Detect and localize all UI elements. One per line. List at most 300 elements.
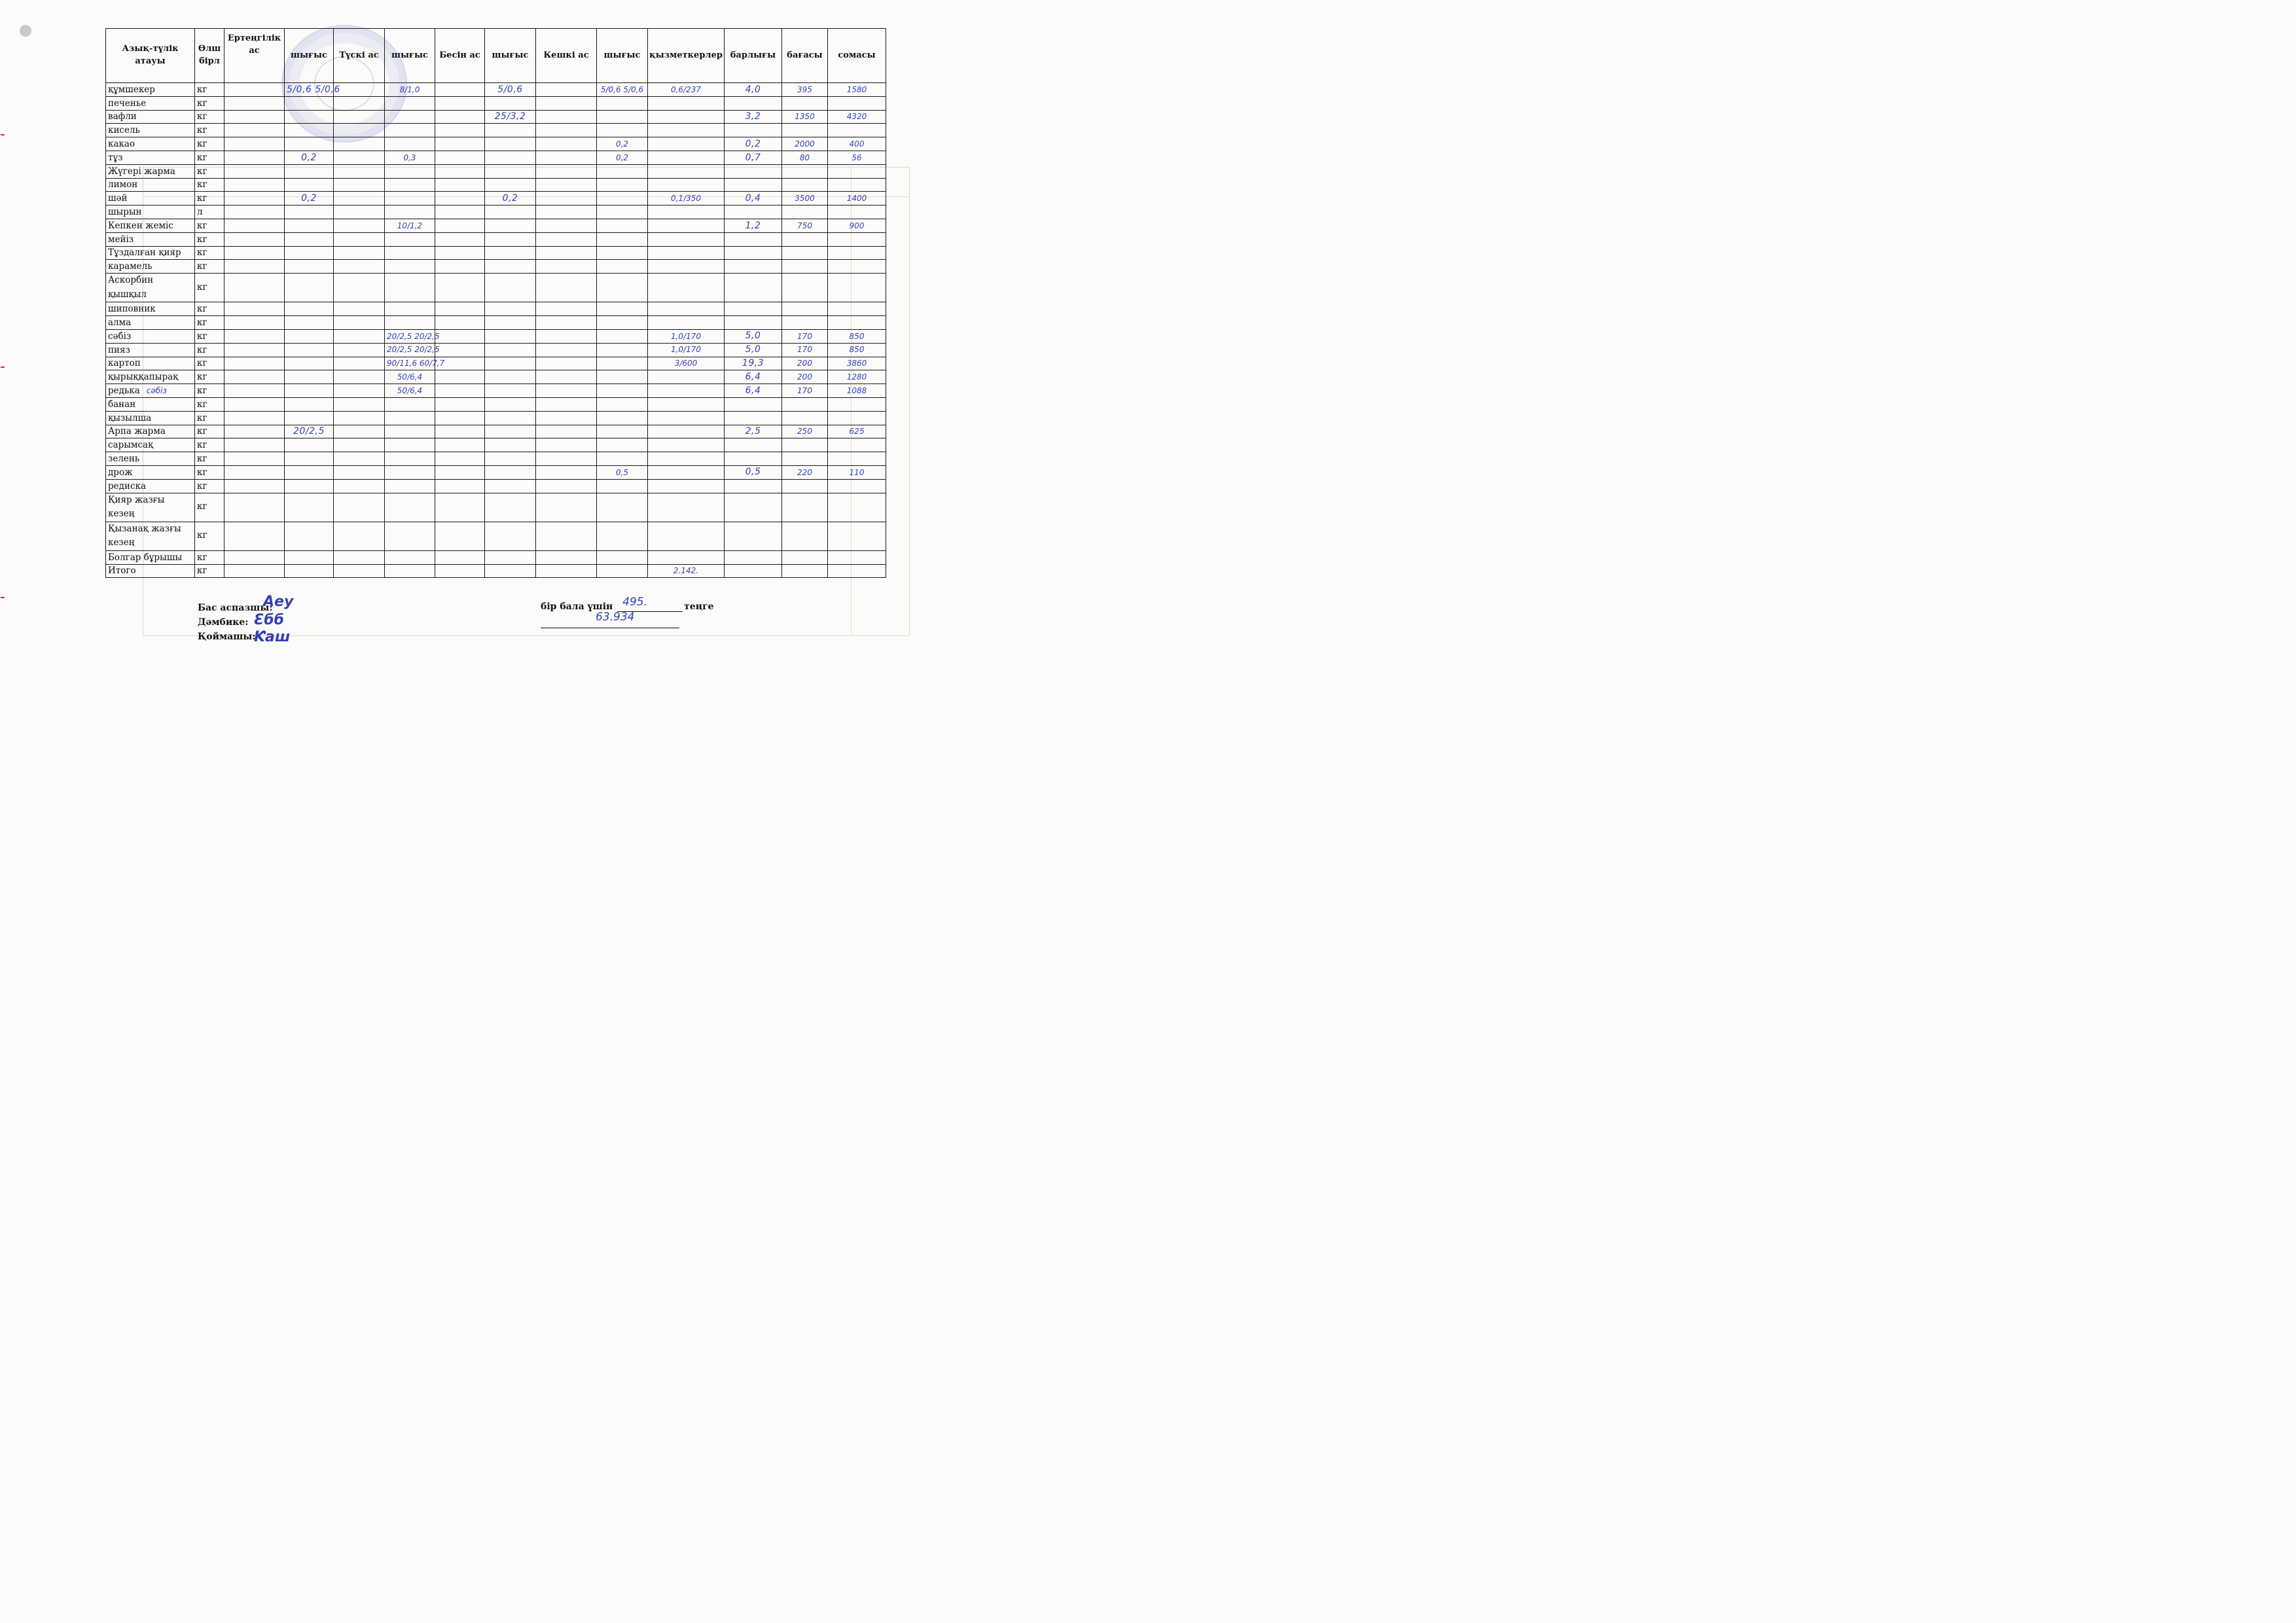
snack-out-cell	[485, 164, 536, 178]
dinner-out-cell: 0,2	[597, 151, 648, 164]
snack-out-cell	[485, 205, 536, 219]
dinner-cell	[536, 219, 597, 232]
column-header: қызметкерлер	[648, 29, 725, 83]
total-cell	[725, 316, 782, 330]
snack-cell	[435, 302, 485, 316]
dinner-out-cell	[597, 479, 648, 493]
breakfast-out-cell	[285, 316, 334, 330]
lunch-out-cell	[385, 397, 435, 411]
punch-hole	[20, 25, 31, 37]
table-row	[106, 522, 886, 550]
price-cell: 170	[782, 384, 828, 398]
snack-out-cell: 0,2	[485, 192, 536, 205]
column-header: Түскі ас	[334, 29, 385, 83]
dinner-cell	[536, 550, 597, 564]
table-row	[106, 397, 886, 411]
row-unit: кг	[195, 151, 224, 164]
breakfast-out-cell	[285, 274, 334, 302]
dinner-cell	[536, 137, 597, 151]
dinner-cell	[536, 232, 597, 246]
dinner-cell	[536, 124, 597, 137]
snack-cell	[435, 260, 485, 274]
row-unit: кг	[195, 438, 224, 452]
total-cell: 0,2	[725, 137, 782, 151]
sum-cell	[828, 550, 886, 564]
total-cell	[725, 397, 782, 411]
staff-cell	[648, 452, 725, 466]
breakfast-cell	[224, 192, 285, 205]
staff-cell	[648, 493, 725, 522]
lunch-cell	[334, 260, 385, 274]
snack-cell	[435, 564, 485, 578]
breakfast-cell	[224, 124, 285, 137]
lunch-out-cell	[385, 137, 435, 151]
lunch-out-cell	[385, 438, 435, 452]
dinner-out-cell	[597, 246, 648, 260]
table-row	[106, 96, 886, 110]
lunch-cell	[334, 316, 385, 330]
breakfast-out-cell	[285, 164, 334, 178]
lunch-cell	[334, 479, 385, 493]
total-cell	[725, 564, 782, 578]
margin-mark	[1, 134, 5, 135]
row-name: Кепкен жеміс	[106, 219, 195, 232]
breakfast-out-cell	[285, 205, 334, 219]
staff-cell	[648, 274, 725, 302]
breakfast-cell	[224, 479, 285, 493]
breakfast-out-cell: 0,2	[285, 192, 334, 205]
sum-cell	[828, 274, 886, 302]
total-cell	[725, 550, 782, 564]
sum-cell	[828, 178, 886, 192]
price-cell: 200	[782, 357, 828, 370]
snack-cell	[435, 96, 485, 110]
snack-cell	[435, 465, 485, 479]
price-cell: 80	[782, 151, 828, 164]
row-unit: кг	[195, 110, 224, 124]
table-row	[106, 550, 886, 564]
grand-total-field	[541, 611, 679, 628]
food-consumption-table	[105, 28, 886, 578]
total-cell	[725, 274, 782, 302]
lunch-cell	[334, 384, 385, 398]
price-cell	[782, 96, 828, 110]
chef-signature: Aey	[263, 594, 294, 610]
snack-out-cell	[485, 274, 536, 302]
nurse-signature: Ɛбб	[254, 612, 285, 628]
snack-out-cell	[485, 343, 536, 357]
grand-total-value: 63.934	[596, 611, 635, 624]
table-row	[106, 425, 886, 438]
row-unit: кг	[195, 302, 224, 316]
dinner-out-cell	[597, 178, 648, 192]
sum-cell: 1088	[828, 384, 886, 398]
price-cell: 1350	[782, 110, 828, 124]
breakfast-out-cell	[285, 397, 334, 411]
snack-out-cell	[485, 151, 536, 164]
column-header: шығыс	[285, 29, 334, 83]
dinner-cell	[536, 246, 597, 260]
table-row	[106, 274, 886, 302]
staff-cell	[648, 411, 725, 425]
snack-out-cell	[485, 479, 536, 493]
dinner-cell	[536, 192, 597, 205]
dinner-cell	[536, 452, 597, 466]
snack-cell	[435, 124, 485, 137]
breakfast-out-cell	[285, 137, 334, 151]
staff-cell	[648, 246, 725, 260]
row-name: пияз	[106, 343, 195, 357]
breakfast-out-cell	[285, 384, 334, 398]
sum-cell	[828, 205, 886, 219]
sum-cell	[828, 260, 886, 274]
row-unit: кг	[195, 397, 224, 411]
table-row	[106, 329, 886, 343]
dinner-out-cell	[597, 260, 648, 274]
price-cell	[782, 274, 828, 302]
snack-cell	[435, 232, 485, 246]
snack-cell	[435, 522, 485, 550]
snack-out-cell	[485, 465, 536, 479]
breakfast-cell	[224, 151, 285, 164]
row-name: қырыққапырақ	[106, 370, 195, 384]
breakfast-cell	[224, 493, 285, 522]
staff-cell: 1,0/170	[648, 329, 725, 343]
dinner-out-cell	[597, 411, 648, 425]
lunch-cell	[334, 164, 385, 178]
dinner-cell	[536, 151, 597, 164]
lunch-out-cell	[385, 493, 435, 522]
row-unit: кг	[195, 246, 224, 260]
lunch-out-cell	[385, 178, 435, 192]
breakfast-cell	[224, 384, 285, 398]
row-unit: л	[195, 205, 224, 219]
breakfast-cell	[224, 550, 285, 564]
snack-out-cell	[485, 246, 536, 260]
table-row	[106, 246, 886, 260]
staff-cell	[648, 465, 725, 479]
lunch-out-cell: 50/6,4	[385, 370, 435, 384]
lunch-out-cell	[385, 260, 435, 274]
staff-cell	[648, 96, 725, 110]
row-unit: кг	[195, 274, 224, 302]
breakfast-out-cell	[285, 329, 334, 343]
price-cell	[782, 411, 828, 425]
dinner-cell	[536, 274, 597, 302]
row-unit: кг	[195, 465, 224, 479]
total-cell: 3,2	[725, 110, 782, 124]
lunch-cell	[334, 397, 385, 411]
row-name: кисель	[106, 124, 195, 137]
column-header: Бесін ас	[435, 29, 485, 83]
breakfast-out-cell	[285, 438, 334, 452]
dinner-out-cell	[597, 370, 648, 384]
sum-cell: 625	[828, 425, 886, 438]
staff-cell	[648, 302, 725, 316]
dinner-cell	[536, 164, 597, 178]
table-row	[106, 164, 886, 178]
breakfast-cell	[224, 452, 285, 466]
breakfast-out-cell	[285, 110, 334, 124]
sum-cell: 400	[828, 137, 886, 151]
sum-cell: 1400	[828, 192, 886, 205]
lunch-cell	[334, 411, 385, 425]
breakfast-out-cell	[285, 493, 334, 522]
dinner-out-cell	[597, 329, 648, 343]
dinner-cell	[536, 110, 597, 124]
lunch-out-cell	[385, 411, 435, 425]
staff-cell	[648, 232, 725, 246]
column-header: шығыс	[597, 29, 648, 83]
lunch-out-cell	[385, 205, 435, 219]
row-name: құмшекер	[106, 83, 195, 97]
sum-cell: 3860	[828, 357, 886, 370]
dinner-cell	[536, 384, 597, 398]
lunch-out-cell	[385, 110, 435, 124]
total-cell	[725, 205, 782, 219]
row-name: Болгар бұрышы	[106, 550, 195, 564]
dinner-cell	[536, 205, 597, 219]
breakfast-cell	[224, 343, 285, 357]
price-cell	[782, 522, 828, 550]
dinner-out-cell	[597, 96, 648, 110]
snack-cell	[435, 479, 485, 493]
snack-cell	[435, 425, 485, 438]
sum-cell	[828, 522, 886, 550]
price-cell: 200	[782, 370, 828, 384]
row-unit: кг	[195, 550, 224, 564]
dinner-out-cell: 0,2	[597, 137, 648, 151]
breakfast-cell	[224, 425, 285, 438]
snack-cell	[435, 438, 485, 452]
row-name: Аскорбин қышқыл	[106, 274, 195, 302]
row-unit: кг	[195, 357, 224, 370]
row-unit: кг	[195, 493, 224, 522]
dinner-cell	[536, 357, 597, 370]
column-header: Кешкі ас	[536, 29, 597, 83]
lunch-cell	[334, 178, 385, 192]
row-name: карамель	[106, 260, 195, 274]
lunch-cell	[334, 137, 385, 151]
table-row	[106, 357, 886, 370]
total-cell	[725, 96, 782, 110]
price-cell	[782, 302, 828, 316]
dinner-cell	[536, 397, 597, 411]
sum-cell: 1580	[828, 83, 886, 97]
snack-out-cell	[485, 522, 536, 550]
price-cell: 3500	[782, 192, 828, 205]
snack-cell	[435, 274, 485, 302]
dinner-out-cell	[597, 397, 648, 411]
breakfast-cell	[224, 205, 285, 219]
lunch-out-cell	[385, 274, 435, 302]
total-cell: 4,0	[725, 83, 782, 97]
snack-cell	[435, 550, 485, 564]
breakfast-out-cell	[285, 550, 334, 564]
snack-cell	[435, 205, 485, 219]
breakfast-cell	[224, 370, 285, 384]
snack-out-cell	[485, 219, 536, 232]
breakfast-cell	[224, 316, 285, 330]
row-name: қызылша	[106, 411, 195, 425]
sum-cell	[828, 452, 886, 466]
breakfast-cell	[224, 522, 285, 550]
snack-cell	[435, 219, 485, 232]
row-unit: кг	[195, 564, 224, 578]
table-row	[106, 479, 886, 493]
sum-cell	[828, 246, 886, 260]
total-cell: 5,0	[725, 329, 782, 343]
breakfast-out-cell	[285, 452, 334, 466]
snack-cell	[435, 178, 485, 192]
snack-cell	[435, 493, 485, 522]
dinner-out-cell	[597, 205, 648, 219]
breakfast-cell	[224, 232, 285, 246]
column-header: Азық-түлік атауы	[106, 29, 195, 83]
lunch-cell	[334, 550, 385, 564]
dinner-cell	[536, 316, 597, 330]
dinner-cell	[536, 465, 597, 479]
lunch-out-cell: 90/11,6 60/7,7	[385, 357, 435, 370]
snack-out-cell	[485, 384, 536, 398]
lunch-cell	[334, 274, 385, 302]
lunch-out-cell	[385, 479, 435, 493]
breakfast-cell	[224, 564, 285, 578]
dinner-out-cell	[597, 232, 648, 246]
price-cell	[782, 452, 828, 466]
staff-cell	[648, 438, 725, 452]
lunch-out-cell: 8/1,0	[385, 83, 435, 97]
breakfast-cell	[224, 246, 285, 260]
storekeeper-label: Қоймашы:	[198, 632, 256, 642]
dinner-cell	[536, 343, 597, 357]
chef-label: Бас аспазшы:	[198, 603, 273, 613]
breakfast-out-cell: 5/0,6 5/0,6	[285, 83, 334, 97]
sum-cell	[828, 397, 886, 411]
sum-cell	[828, 232, 886, 246]
row-name: шәй	[106, 192, 195, 205]
snack-out-cell	[485, 425, 536, 438]
breakfast-out-cell	[285, 357, 334, 370]
lunch-out-cell	[385, 302, 435, 316]
total-cell: 5,0	[725, 343, 782, 357]
dinner-cell	[536, 329, 597, 343]
lunch-cell	[334, 343, 385, 357]
dinner-out-cell	[597, 164, 648, 178]
row-name: Итого	[106, 564, 195, 578]
price-cell	[782, 178, 828, 192]
snack-cell	[435, 370, 485, 384]
row-unit: кг	[195, 219, 224, 232]
row-unit: кг	[195, 96, 224, 110]
table-row	[106, 438, 886, 452]
total-cell	[725, 124, 782, 137]
breakfast-out-cell	[285, 232, 334, 246]
total-cell	[725, 493, 782, 522]
breakfast-out-cell	[285, 465, 334, 479]
breakfast-cell	[224, 329, 285, 343]
breakfast-cell	[224, 178, 285, 192]
price-cell	[782, 316, 828, 330]
price-cell: 750	[782, 219, 828, 232]
lunch-cell	[334, 493, 385, 522]
snack-cell	[435, 151, 485, 164]
staff-cell	[648, 164, 725, 178]
row-name: Жүгері жарма	[106, 164, 195, 178]
staff-cell	[648, 370, 725, 384]
lunch-cell	[334, 246, 385, 260]
snack-out-cell	[485, 357, 536, 370]
breakfast-out-cell	[285, 246, 334, 260]
staff-cell	[648, 550, 725, 564]
sum-cell	[828, 96, 886, 110]
price-cell	[782, 260, 828, 274]
column-header: бағасы	[782, 29, 828, 83]
snack-out-cell	[485, 260, 536, 274]
snack-out-cell	[485, 302, 536, 316]
total-cell: 0,7	[725, 151, 782, 164]
total-cell: 2,5	[725, 425, 782, 438]
breakfast-cell	[224, 397, 285, 411]
row-unit: кг	[195, 329, 224, 343]
dinner-out-cell	[597, 425, 648, 438]
snack-cell	[435, 384, 485, 398]
table-row	[106, 83, 886, 97]
dinner-out-cell	[597, 357, 648, 370]
total-cell: 0,4	[725, 192, 782, 205]
staff-cell	[648, 124, 725, 137]
lunch-cell	[334, 124, 385, 137]
breakfast-cell	[224, 83, 285, 97]
staff-cell: 2.142.	[648, 564, 725, 578]
dinner-out-cell	[597, 343, 648, 357]
price-cell	[782, 232, 828, 246]
dinner-out-cell	[597, 302, 648, 316]
dinner-out-cell	[597, 438, 648, 452]
lunch-cell	[334, 110, 385, 124]
lunch-cell	[334, 465, 385, 479]
total-cell	[725, 452, 782, 466]
snack-cell	[435, 192, 485, 205]
staff-cell	[648, 151, 725, 164]
row-unit: кг	[195, 164, 224, 178]
lunch-cell	[334, 302, 385, 316]
lunch-cell	[334, 452, 385, 466]
lunch-cell	[334, 205, 385, 219]
snack-cell	[435, 329, 485, 343]
price-cell	[782, 124, 828, 137]
dinner-cell	[536, 83, 597, 97]
lunch-out-cell: 50/6,4	[385, 384, 435, 398]
table-row	[106, 411, 886, 425]
dinner-cell	[536, 260, 597, 274]
lunch-out-cell: 20/2,5 20/2,5	[385, 329, 435, 343]
row-unit: кг	[195, 316, 224, 330]
dinner-cell	[536, 178, 597, 192]
row-unit: кг	[195, 411, 224, 425]
lunch-out-cell	[385, 316, 435, 330]
row-unit: кг	[195, 384, 224, 398]
row-unit: кг	[195, 260, 224, 274]
table-row	[106, 493, 886, 522]
row-unit: кг	[195, 343, 224, 357]
staff-cell	[648, 425, 725, 438]
sum-cell: 850	[828, 329, 886, 343]
staff-cell: 1,0/170	[648, 343, 725, 357]
row-name-text: редька	[108, 385, 140, 396]
row-name: Арпа жарма	[106, 425, 195, 438]
snack-out-cell: 5/0,6	[485, 83, 536, 97]
